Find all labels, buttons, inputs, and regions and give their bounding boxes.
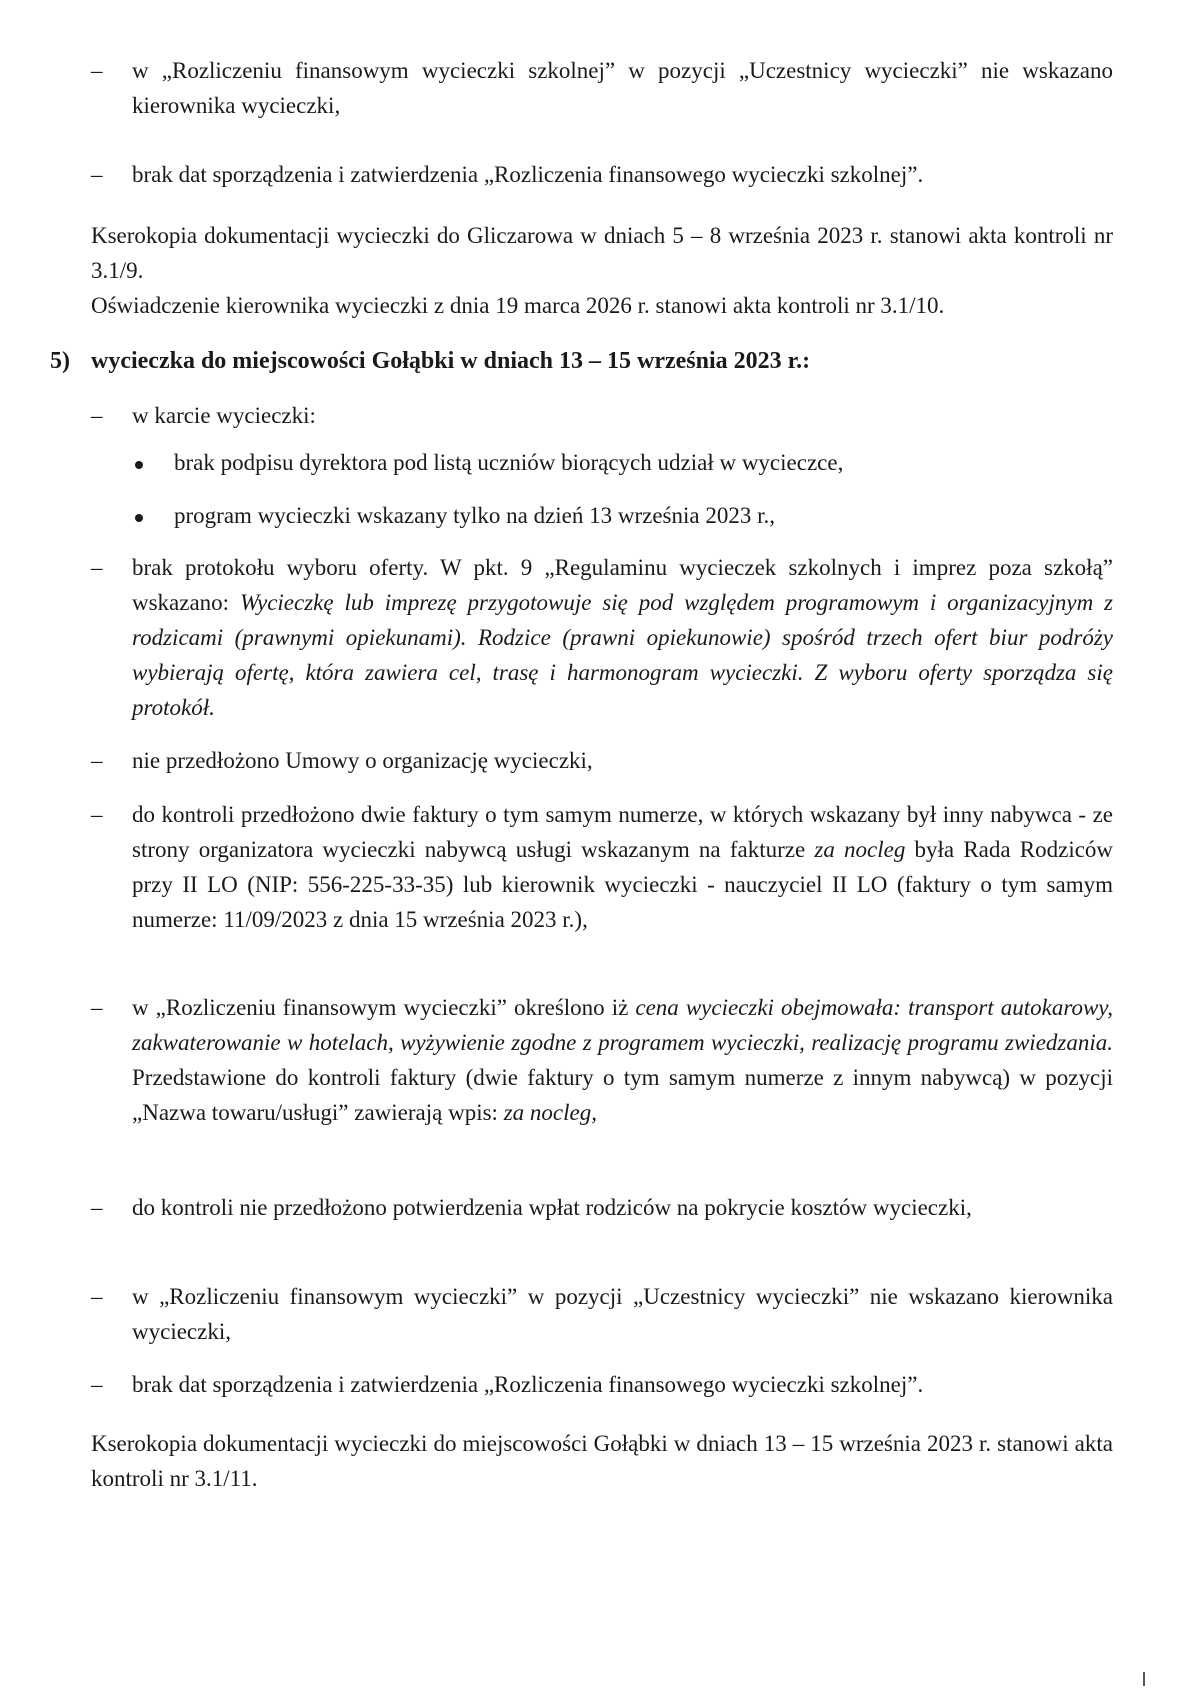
cena-text-2: Przedstawione do kontroli faktury (dwie faktury o tym samym numerze z innym nabywcą) w pozycji „Nazwa towaru/usługi” zawierają wpis: — [132, 1065, 1113, 1125]
list-item-brak-dat-2: brak dat sporządzenia i zatwierdzenia „Rozliczenia finansowego wycieczki szkolnej”. — [132, 1372, 924, 1397]
faktury-text: do kontroli przedłożono dwie faktury o tym samym numerze, w których wskazany był inny nabywca - ze strony organizatora wycieczki nabywcą usługi wskazanym na fakturze — [132, 802, 1113, 862]
list-item-wplaty: do kontroli nie przedłożono potwierdzenia wpłat rodziców na pokrycie kosztów wycieczki, — [132, 1195, 972, 1220]
protokol-text: brak protokołu wyboru oferty. W pkt. 9 „Regulaminu wycieczek szkolnych i imprez poza szkołą” wskazano: — [132, 555, 1113, 615]
bullet-item-podpis: brak podpisu dyrektora pod listą uczniów biorących udział w wycieczce, — [174, 450, 844, 475]
list-item-umowa: nie przedłożono Umowy o organizację wycieczki, — [132, 748, 593, 773]
list-item-uczestnicy-szkolnej: w „Rozliczeniu finansowym wycieczki szkolnej” w pozycji „Uczestnicy wycieczki” nie wskazano kierownika wycieczki, — [132, 58, 1113, 118]
bullet — [133, 461, 145, 473]
faktury-italic: za nocleg — [814, 837, 906, 862]
faktury-text-end: była Rada Rodziców przy II LO (NIP: 556-225-33-35) lub kierownik wycieczki - nauczyciel II LO (faktury o tym samym numerze: 11/09/2023 z dnia 15 września 2023 r.), — [132, 837, 1114, 932]
list-dash: – — [91, 58, 103, 83]
paragraph-oswiadczenie: Oświadczenie kierownika wycieczki z dnia 19 marca 2026 r. stanowi akta kontroli nr 3.1/10. — [91, 293, 945, 318]
list-dash: – — [91, 403, 103, 428]
list-dash: – — [91, 748, 103, 773]
scan-edge-mark — [1143, 1672, 1145, 1686]
list-item-faktury — [132, 797, 1113, 937]
list-dash: – — [91, 802, 103, 827]
cena-text: w „Rozliczeniu finansowym wycieczki” określono iż — [132, 995, 629, 1020]
list-dash: – — [91, 1372, 103, 1397]
list-dash: – — [91, 995, 103, 1020]
cena-italic-2: za nocleg, — [503, 1100, 597, 1125]
regulamin-quote: Wycieczkę lub imprezę przygotowuje się pod względem programowym i organizacyjnym z rodzicami (prawnymi opiekunami). Rodzice (prawni opiekunowie) spośród trzech ofert biur podróży wybierają ofertę, która zawiera cel, trasę i harmonogram wycieczki. Z wyboru oferty sporządza się protokół. — [132, 590, 1114, 720]
list-item-protokol — [132, 550, 1113, 725]
section-number: 5) — [50, 348, 70, 374]
list-item-karta: w karcie wycieczki: — [132, 403, 316, 428]
list-item-brak-dat-1: brak dat sporządzenia i zatwierdzenia „Rozliczenia finansowego wycieczki szkolnej”. — [132, 162, 924, 187]
list-item-cena — [132, 990, 1113, 1130]
bullet — [133, 514, 145, 526]
list-dash: – — [91, 162, 103, 187]
list-dash: – — [91, 1284, 103, 1309]
list-item-uczestnicy: w „Rozliczeniu finansowym wycieczki” w pozycji „Uczestnicy wycieczki” nie wskazano kierownika wycieczki, — [132, 1284, 1113, 1344]
list-dash: – — [91, 555, 103, 580]
paragraph-golabki: Kserokopia dokumentacji wycieczki do miejscowości Gołąbki w dniach 13 – 15 września 2023 r. stanowi akta kontroli nr 3.1/11. — [91, 1431, 1113, 1491]
list-dash: – — [91, 1195, 103, 1220]
section-heading: wycieczka do miejscowości Gołąbki w dniach 13 – 15 września 2023 r.: — [91, 348, 811, 374]
paragraph-gliczarow: Kserokopia dokumentacji wycieczki do Gliczarowa w dniach 5 – 8 września 2023 r. stanowi akta kontroli nr 3.1/9. — [91, 223, 1113, 283]
cena-italic: cena wycieczki obejmowała: transport autokarowy, zakwaterowanie w hotelach, wyżywienie zgodne z programem wycieczki, realizację programu zwiedzania. — [132, 995, 1113, 1055]
bullet-item-program: program wycieczki wskazany tylko na dzień 13 września 2023 r., — [174, 503, 775, 528]
